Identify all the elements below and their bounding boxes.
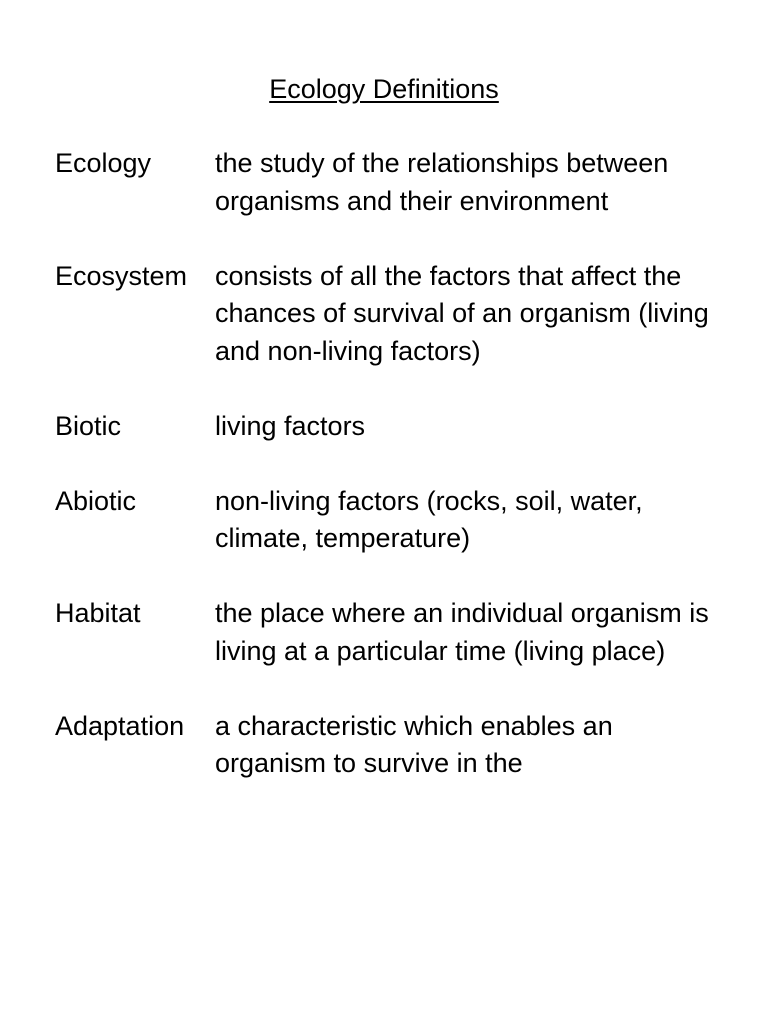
definition-entry-biotic (55, 408, 745, 446)
term: Ecosystem (55, 260, 188, 291)
term: Ecology (55, 148, 152, 178)
term: Adaptation (55, 710, 185, 741)
term: Biotic (55, 410, 122, 441)
term: Habitat (55, 598, 141, 628)
definition: the place where an individual organism is living at a particular time (living place) (215, 598, 709, 666)
definition-entry-ecosystem (55, 258, 745, 371)
definition-entry-habitat (55, 595, 745, 670)
page-title: Ecology Definitions (269, 74, 499, 104)
definition-entry-abiotic (55, 483, 745, 558)
definition: non-living factors (rocks, soil, water, climate, temperature) (215, 485, 643, 553)
definition-list (55, 145, 745, 783)
definition: living factors (215, 410, 366, 441)
definition-entry-ecology (55, 145, 745, 220)
definition: a characteristic which enables an organism to survive in the (215, 710, 613, 778)
definition-entry-adaptation (55, 708, 745, 783)
definition: consists of all the factors that affect the chances of survival of an organism (living and non-living factors) (215, 260, 709, 366)
term: Abiotic (55, 485, 137, 516)
definition: the study of the relationships between organisms and their environment (215, 148, 669, 216)
